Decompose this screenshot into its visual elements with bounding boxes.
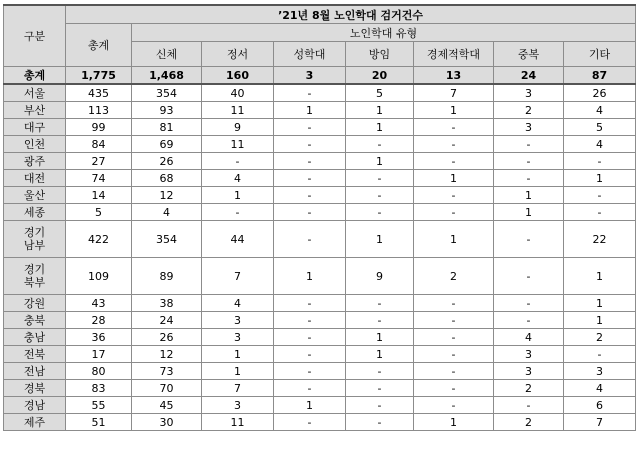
row-total-cell: 80 bbox=[66, 363, 132, 380]
type-count-cell: - bbox=[346, 170, 414, 187]
type-count-cell: 12 bbox=[132, 187, 202, 204]
table-row bbox=[4, 346, 636, 363]
total-column-header: 총계 bbox=[66, 24, 132, 67]
total-cell: 3 bbox=[274, 67, 346, 85]
type-count-cell: - bbox=[414, 329, 494, 346]
type-count-cell: 1 bbox=[564, 295, 636, 312]
type-count-cell: 3 bbox=[564, 363, 636, 380]
type-count-cell: 26 bbox=[132, 329, 202, 346]
type-count-cell: 1 bbox=[564, 170, 636, 187]
type-count-cell: 2 bbox=[564, 329, 636, 346]
type-count-cell: 1 bbox=[346, 119, 414, 136]
type-count-cell: 30 bbox=[132, 414, 202, 431]
type-count-cell: - bbox=[494, 153, 564, 170]
region-label: 세종 bbox=[4, 204, 66, 221]
row-total-cell: 27 bbox=[66, 153, 132, 170]
table-row bbox=[4, 397, 636, 414]
total-cell: 24 bbox=[494, 67, 564, 85]
type-count-cell: 68 bbox=[132, 170, 202, 187]
region-label: 충북 bbox=[4, 312, 66, 329]
row-total-cell: 113 bbox=[66, 102, 132, 119]
row-total-cell: 5 bbox=[66, 204, 132, 221]
region-label: 경북 bbox=[4, 380, 66, 397]
region-label: 대전 bbox=[4, 170, 66, 187]
row-total-cell: 36 bbox=[66, 329, 132, 346]
type-count-cell: 4 bbox=[564, 136, 636, 153]
row-total-cell: 74 bbox=[66, 170, 132, 187]
type-count-cell: - bbox=[494, 258, 564, 295]
table-row bbox=[4, 136, 636, 153]
type-count-cell: 26 bbox=[564, 84, 636, 102]
region-label: 충남 bbox=[4, 329, 66, 346]
type-count-cell: 3 bbox=[494, 363, 564, 380]
type-count-cell: 73 bbox=[132, 363, 202, 380]
region-label-line: 북부 bbox=[23, 276, 46, 289]
table-row bbox=[4, 153, 636, 170]
table-row bbox=[4, 204, 636, 221]
type-count-cell: 3 bbox=[494, 119, 564, 136]
row-total-cell: 109 bbox=[66, 258, 132, 295]
type-count-cell: 24 bbox=[132, 312, 202, 329]
type-count-cell: 3 bbox=[494, 84, 564, 102]
type-count-cell: - bbox=[414, 312, 494, 329]
type-count-cell: - bbox=[274, 119, 346, 136]
type-count-cell: - bbox=[494, 312, 564, 329]
type-count-cell: 45 bbox=[132, 397, 202, 414]
region-label bbox=[4, 221, 66, 258]
type-count-cell: - bbox=[564, 204, 636, 221]
total-row bbox=[4, 67, 636, 85]
type-count-cell: - bbox=[274, 295, 346, 312]
region-label-line: 남부 bbox=[23, 239, 46, 252]
type-count-cell: 7 bbox=[202, 380, 274, 397]
type-count-cell: - bbox=[494, 136, 564, 153]
type-count-cell: 1 bbox=[346, 221, 414, 258]
row-total-cell: 84 bbox=[66, 136, 132, 153]
type-count-cell: - bbox=[494, 397, 564, 414]
region-label-line: 경기 bbox=[23, 263, 46, 276]
type-count-cell: 69 bbox=[132, 136, 202, 153]
type-count-cell: 93 bbox=[132, 102, 202, 119]
region-label: 부산 bbox=[4, 102, 66, 119]
type-count-cell: - bbox=[414, 187, 494, 204]
type-column-header: 기타 bbox=[564, 42, 636, 67]
row-total-cell: 83 bbox=[66, 380, 132, 397]
type-count-cell: - bbox=[274, 204, 346, 221]
type-count-cell: 1 bbox=[494, 187, 564, 204]
type-count-cell: 9 bbox=[202, 119, 274, 136]
type-count-cell: - bbox=[274, 363, 346, 380]
type-count-cell: - bbox=[346, 380, 414, 397]
type-count-cell: 1 bbox=[564, 258, 636, 295]
type-count-cell: 1 bbox=[202, 187, 274, 204]
region-label: 강원 bbox=[4, 295, 66, 312]
type-count-cell: 1 bbox=[414, 221, 494, 258]
total-row-label: 총계 bbox=[4, 67, 66, 85]
table-title: ’21년 8월 노인학대 검거건수 bbox=[66, 5, 636, 24]
type-count-cell: 5 bbox=[346, 84, 414, 102]
table-row bbox=[4, 84, 636, 102]
type-column-header: 방임 bbox=[346, 42, 414, 67]
type-count-cell: - bbox=[346, 397, 414, 414]
row-total-cell: 43 bbox=[66, 295, 132, 312]
type-count-cell: 354 bbox=[132, 84, 202, 102]
row-total-cell: 28 bbox=[66, 312, 132, 329]
type-count-cell: - bbox=[414, 346, 494, 363]
type-count-cell: - bbox=[274, 346, 346, 363]
type-count-cell: 3 bbox=[494, 346, 564, 363]
type-count-cell: 4 bbox=[202, 170, 274, 187]
type-count-cell: 4 bbox=[202, 295, 274, 312]
type-count-cell: - bbox=[274, 414, 346, 431]
type-count-cell: - bbox=[414, 380, 494, 397]
table-row bbox=[4, 102, 636, 119]
region-column-header: 구분 bbox=[4, 5, 66, 67]
type-count-cell: - bbox=[346, 312, 414, 329]
row-total-cell: 55 bbox=[66, 397, 132, 414]
row-total-cell: 99 bbox=[66, 119, 132, 136]
type-count-cell: - bbox=[274, 84, 346, 102]
table-row bbox=[4, 329, 636, 346]
type-count-cell: - bbox=[274, 380, 346, 397]
type-count-cell: 1 bbox=[414, 102, 494, 119]
type-count-cell: 4 bbox=[494, 329, 564, 346]
type-count-cell: - bbox=[274, 187, 346, 204]
total-cell: 160 bbox=[202, 67, 274, 85]
type-count-cell: 1 bbox=[346, 102, 414, 119]
type-count-cell: 6 bbox=[564, 397, 636, 414]
type-count-cell: 1 bbox=[414, 170, 494, 187]
type-count-cell: 1 bbox=[202, 363, 274, 380]
total-cell: 87 bbox=[564, 67, 636, 85]
type-count-cell: 1 bbox=[564, 312, 636, 329]
table-row bbox=[4, 380, 636, 397]
region-label: 인천 bbox=[4, 136, 66, 153]
region-label: 전남 bbox=[4, 363, 66, 380]
table-row bbox=[4, 414, 636, 431]
type-count-cell: - bbox=[274, 153, 346, 170]
type-count-cell: 3 bbox=[202, 312, 274, 329]
table-row bbox=[4, 221, 636, 258]
type-count-cell: - bbox=[414, 153, 494, 170]
type-count-cell: - bbox=[346, 363, 414, 380]
type-count-cell: - bbox=[346, 295, 414, 312]
type-count-cell: 4 bbox=[564, 102, 636, 119]
type-count-cell: 354 bbox=[132, 221, 202, 258]
type-count-cell: - bbox=[346, 187, 414, 204]
type-count-cell: - bbox=[202, 153, 274, 170]
stats-table-container bbox=[3, 4, 635, 431]
type-count-cell: - bbox=[494, 170, 564, 187]
type-count-cell: 7 bbox=[202, 258, 274, 295]
type-count-cell: 3 bbox=[202, 329, 274, 346]
type-count-cell: 40 bbox=[202, 84, 274, 102]
type-count-cell: - bbox=[414, 295, 494, 312]
table-row bbox=[4, 363, 636, 380]
type-count-cell: 11 bbox=[202, 102, 274, 119]
type-column-header: 경제적학대 bbox=[414, 42, 494, 67]
type-count-cell: 4 bbox=[132, 204, 202, 221]
table-row bbox=[4, 170, 636, 187]
type-count-cell: 70 bbox=[132, 380, 202, 397]
total-cell: 1,468 bbox=[132, 67, 202, 85]
type-count-cell: 11 bbox=[202, 136, 274, 153]
type-count-cell: - bbox=[202, 204, 274, 221]
region-label: 울산 bbox=[4, 187, 66, 204]
table-row bbox=[4, 258, 636, 295]
type-count-cell: 1 bbox=[414, 414, 494, 431]
table-row bbox=[4, 119, 636, 136]
table-row bbox=[4, 312, 636, 329]
type-count-cell: 9 bbox=[346, 258, 414, 295]
elder-abuse-arrest-table bbox=[3, 4, 636, 431]
type-count-cell: - bbox=[414, 204, 494, 221]
type-count-cell: - bbox=[414, 397, 494, 414]
type-count-cell: 89 bbox=[132, 258, 202, 295]
abuse-type-header: 노인학대 유형 bbox=[132, 24, 636, 42]
type-count-cell: 26 bbox=[132, 153, 202, 170]
type-count-cell: 2 bbox=[494, 414, 564, 431]
total-cell: 13 bbox=[414, 67, 494, 85]
type-count-cell: 81 bbox=[132, 119, 202, 136]
type-count-cell: 1 bbox=[494, 204, 564, 221]
type-count-cell: 22 bbox=[564, 221, 636, 258]
region-label: 대구 bbox=[4, 119, 66, 136]
region-label: 광주 bbox=[4, 153, 66, 170]
type-count-cell: - bbox=[564, 153, 636, 170]
total-cell: 1,775 bbox=[66, 67, 132, 85]
region-label: 서울 bbox=[4, 84, 66, 102]
region-label: 제주 bbox=[4, 414, 66, 431]
type-count-cell: - bbox=[414, 119, 494, 136]
type-count-cell: - bbox=[346, 204, 414, 221]
type-count-cell: 1 bbox=[346, 346, 414, 363]
type-count-cell: 5 bbox=[564, 119, 636, 136]
type-count-cell: 2 bbox=[494, 380, 564, 397]
type-count-cell: - bbox=[414, 136, 494, 153]
type-count-cell: - bbox=[564, 187, 636, 204]
type-count-cell: - bbox=[346, 136, 414, 153]
row-total-cell: 17 bbox=[66, 346, 132, 363]
type-count-cell: - bbox=[274, 136, 346, 153]
type-count-cell: 2 bbox=[414, 258, 494, 295]
row-total-cell: 14 bbox=[66, 187, 132, 204]
type-count-cell: 38 bbox=[132, 295, 202, 312]
type-column-header: 정서 bbox=[202, 42, 274, 67]
type-count-cell: 1 bbox=[274, 258, 346, 295]
type-count-cell: - bbox=[414, 363, 494, 380]
type-count-cell: - bbox=[494, 221, 564, 258]
type-count-cell: 1 bbox=[346, 329, 414, 346]
type-count-cell: 7 bbox=[564, 414, 636, 431]
type-count-cell: - bbox=[274, 221, 346, 258]
type-count-cell: 1 bbox=[274, 102, 346, 119]
type-count-cell: 7 bbox=[414, 84, 494, 102]
type-count-cell: 1 bbox=[274, 397, 346, 414]
type-count-cell: 1 bbox=[202, 346, 274, 363]
region-label: 경남 bbox=[4, 397, 66, 414]
region-label: 전북 bbox=[4, 346, 66, 363]
type-column-header: 중복 bbox=[494, 42, 564, 67]
region-label-line: 경기 bbox=[23, 226, 46, 239]
row-total-cell: 435 bbox=[66, 84, 132, 102]
type-count-cell: 1 bbox=[346, 153, 414, 170]
row-total-cell: 422 bbox=[66, 221, 132, 258]
type-column-header: 신체 bbox=[132, 42, 202, 67]
type-count-cell: 12 bbox=[132, 346, 202, 363]
table-row bbox=[4, 295, 636, 312]
region-label bbox=[4, 258, 66, 295]
total-cell: 20 bbox=[346, 67, 414, 85]
table-header bbox=[4, 5, 636, 67]
type-count-cell: - bbox=[346, 414, 414, 431]
table-row bbox=[4, 187, 636, 204]
type-count-cell: - bbox=[274, 312, 346, 329]
type-count-cell: 11 bbox=[202, 414, 274, 431]
type-count-cell: - bbox=[494, 295, 564, 312]
type-count-cell: - bbox=[564, 346, 636, 363]
type-count-cell: 3 bbox=[202, 397, 274, 414]
type-count-cell: 44 bbox=[202, 221, 274, 258]
type-count-cell: - bbox=[274, 329, 346, 346]
type-count-cell: 4 bbox=[564, 380, 636, 397]
type-count-cell: 2 bbox=[494, 102, 564, 119]
row-total-cell: 51 bbox=[66, 414, 132, 431]
type-column-header: 성학대 bbox=[274, 42, 346, 67]
type-count-cell: - bbox=[274, 170, 346, 187]
table-body bbox=[4, 67, 636, 431]
